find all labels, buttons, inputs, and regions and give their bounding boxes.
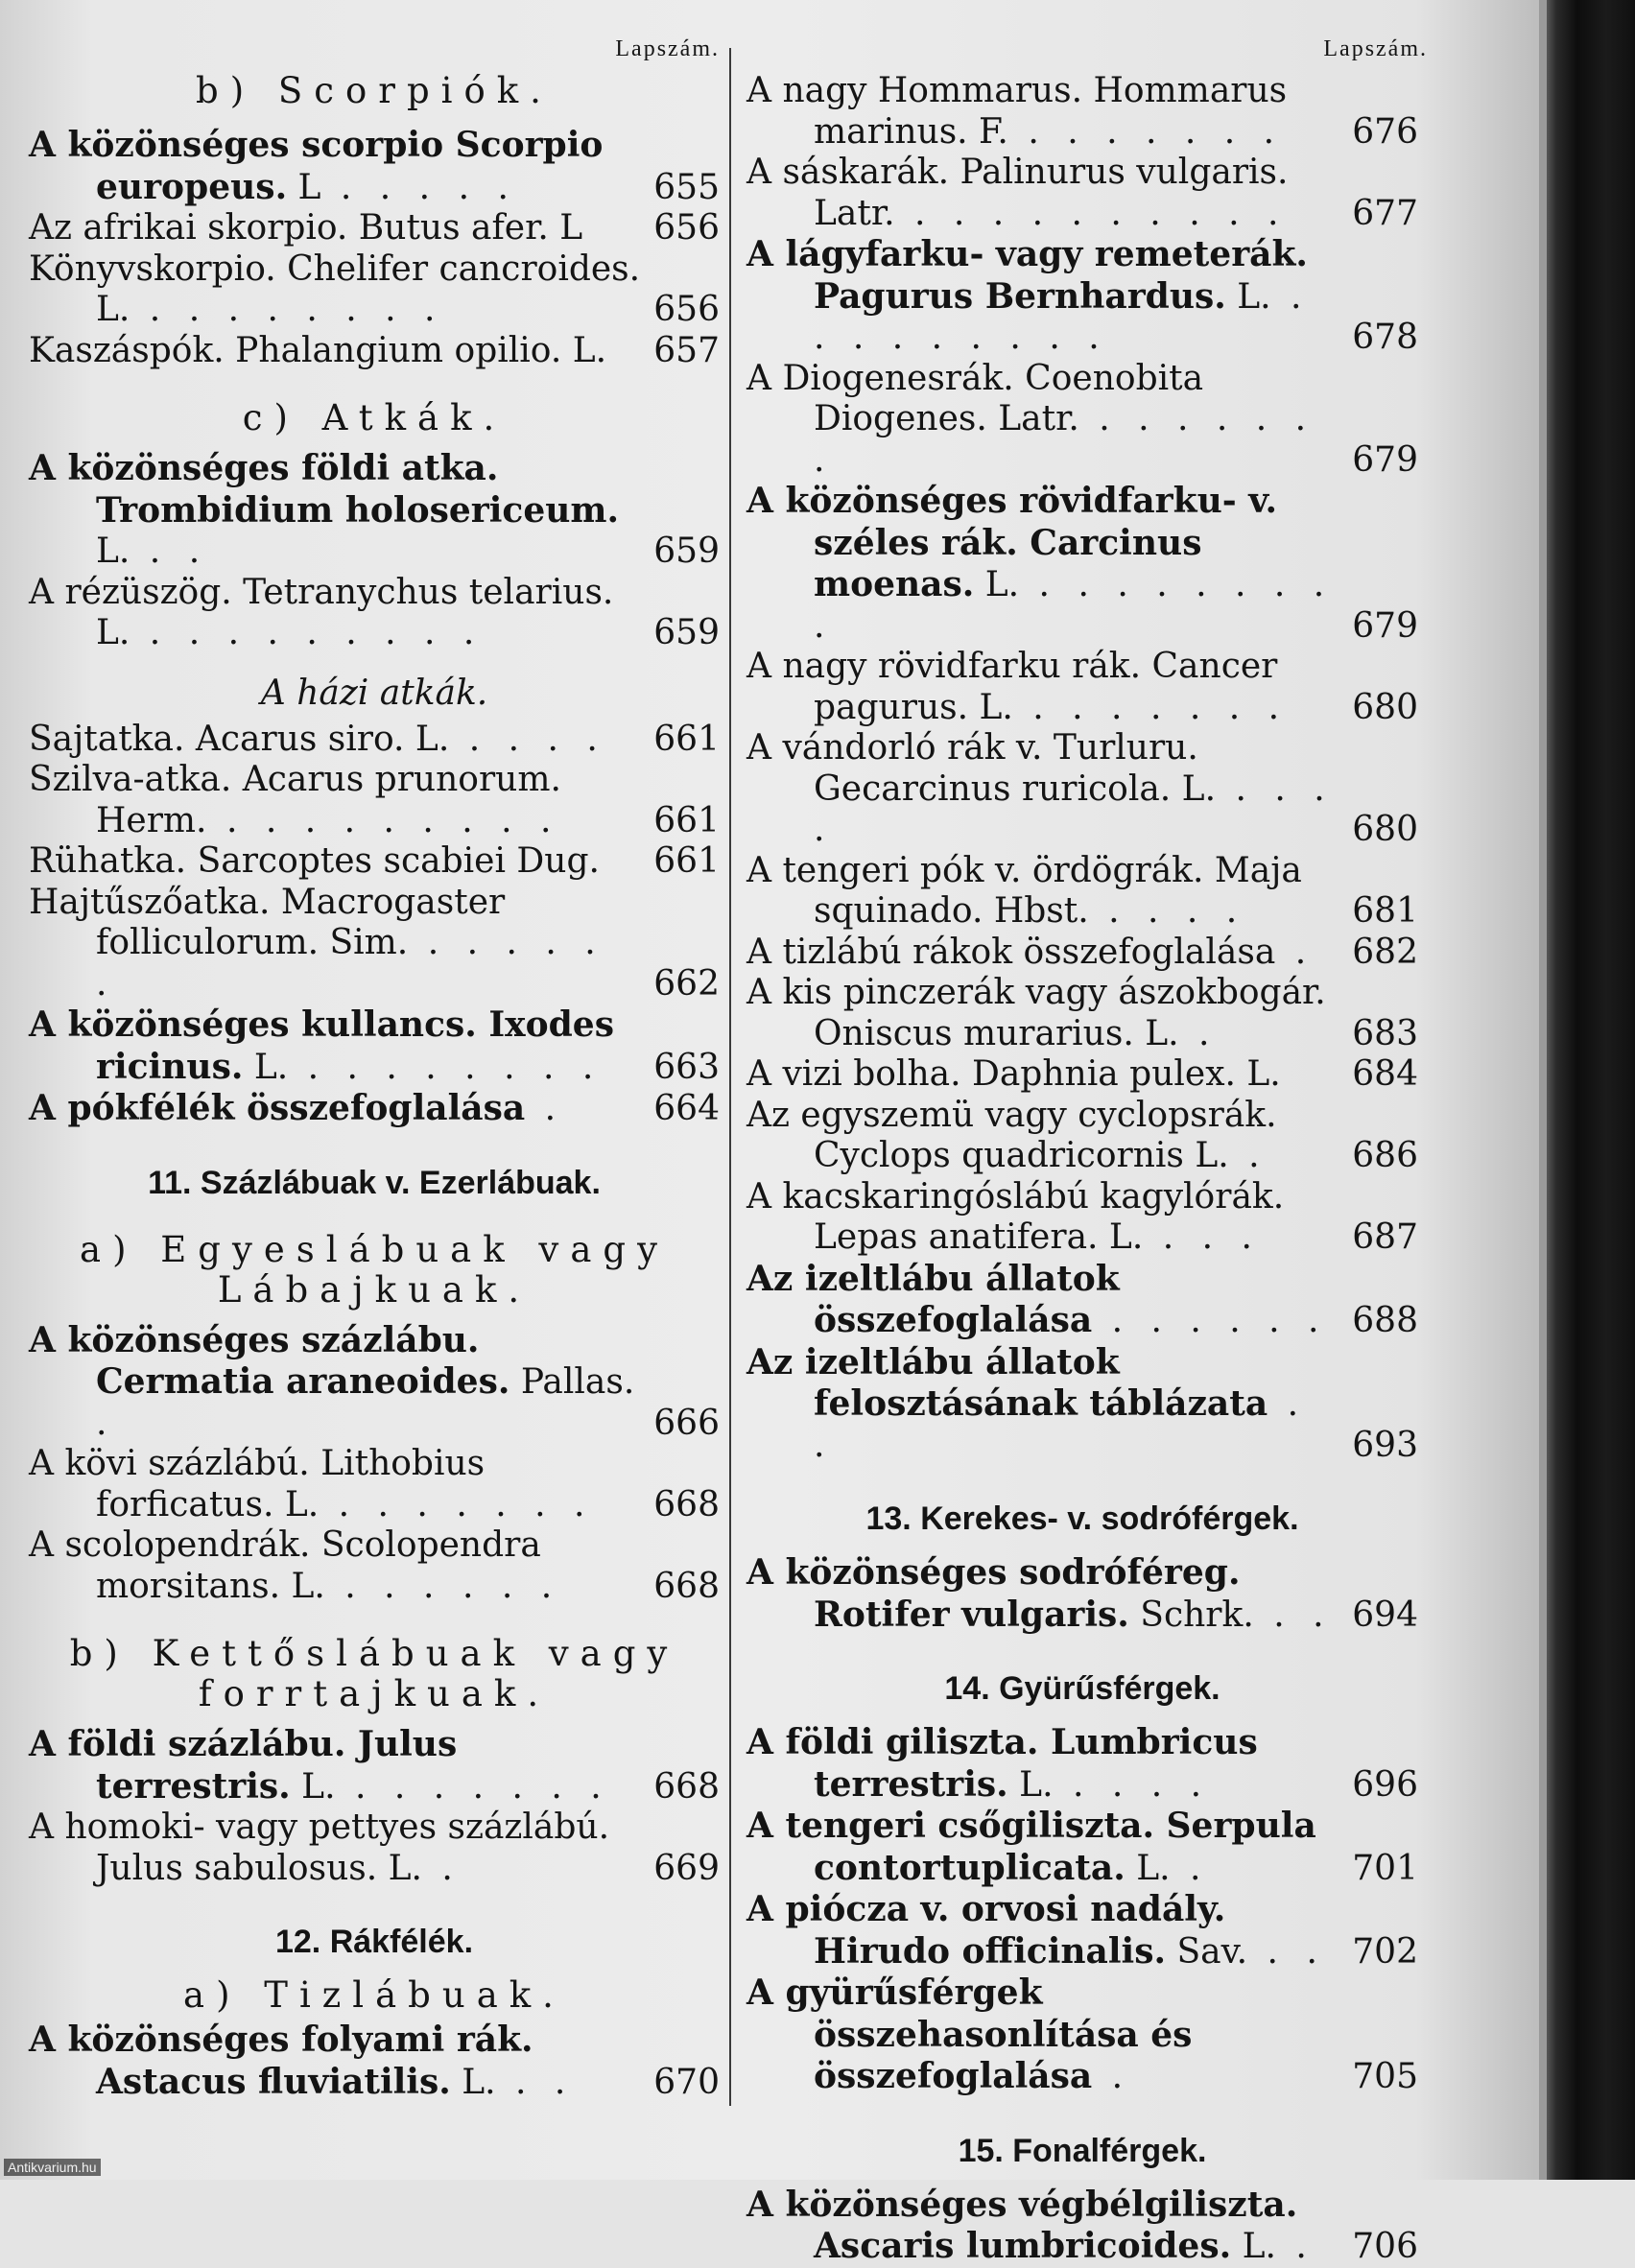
entry-title: A nagy Hommarus. Hommarus marinus. F. [746,71,1288,152]
entry-title: Az afrikai skorpio. Butus afer. L [29,208,583,248]
section-atkak: c) Atkák. [242,397,507,438]
chapter-gyurusfergek: 14. Gyürűsférgek. [944,1670,1220,1707]
entry-page-number: 661 [653,841,720,881]
entry-leader-dots: . . . . . . [96,923,604,1004]
entry-leader-dots: . [1170,1848,1210,1888]
entry-page-number: 694 [1352,1595,1418,1635]
watermark: Antikvarium.hu [4,2159,101,2176]
section-kettoslabuak: b) Kettőslábuak vagy forrtajkuak. [69,1633,679,1714]
entry-page-number: 666 [653,1403,720,1443]
entry-title-bold: A közönséges végbélgiliszta. Ascaris lumbricoides. [746,2184,1298,2266]
toc-entry [746,728,1418,851]
entry-title-bold: A lágyfarku- vagy remeterák. Pagurus Bernhardus. [746,234,1308,317]
entry-title: A rézüszög. Tetranychus telarius. L. [29,572,614,652]
toc-entry [29,331,720,372]
entry-title: L. [96,532,130,571]
entry-page-number: 663 [653,1047,720,1087]
entry-title: L. [243,1047,289,1087]
entry-title: Pallas. [509,1362,635,1402]
entry-leader-dots: . [96,1403,116,1443]
entry-leader-dots: . . . . . . . . [130,290,444,329]
toc-entry [29,1807,720,1889]
page-number-header: Lapszám. [1323,36,1428,61]
entry-page-number: 668 [653,1766,720,1807]
toc-entry [746,1054,1418,1096]
entry-leader-dots: . . . . . . . . . [130,613,484,652]
entry-page-number: 662 [653,963,720,1004]
entry-title-bold: A közönséges földi atka. Trombidium holosericeum. [29,448,620,531]
entry-page-number: 661 [653,719,720,759]
entry-page-number: 680 [1352,687,1418,727]
entry-leader-dots: . . . . . . . . [288,1047,603,1087]
entry-page-number: 664 [653,1089,720,1128]
entry-page-number: 656 [653,290,720,329]
entry-title-bold: A pókfélék összefoglalása [29,1088,526,1128]
entry-leader-dots: . [1178,1013,1219,1053]
entry-page-number: 655 [653,167,720,207]
entry-page-number: 659 [653,613,720,652]
entry-title-bold: A közönséges sodróféreg. Rotifer vulgaris. [746,1552,1241,1635]
entry-leader-dots: . . . . [449,719,606,759]
entry-page-number: 705 [1352,2057,1418,2096]
entry-title: A vándorló rák v. Turluru. Gecarcinus ruricola. L. [746,728,1217,809]
toc-entry [746,1973,1418,2098]
entry-leader-dots: . . . . . . . [1007,111,1284,152]
entry-title: Hajtűszőatka. Macrogaster folliculorum. Sim. [29,882,506,962]
entry-page-number: 683 [1352,1013,1418,1053]
chapter-kerekes-fergek: 13. Kerekes- v. sodróférgek. [865,1500,1299,1537]
entry-page-number: 681 [1352,891,1418,931]
entry-page-number: 682 [1352,932,1418,972]
chapter-szazlabuak: 11. Százlábuak v. Ezerlábuak. [148,1164,601,1201]
entry-page-number: 688 [1352,1301,1418,1340]
toc-entry [746,647,1418,728]
toc-entry [29,573,720,654]
entry-leader-dots: . . . . . . . [335,1766,610,1807]
entry-leader-dots: . . . . . . [324,1566,561,1606]
column-divider [729,48,731,2106]
entry-title: L. [1125,1848,1171,1888]
entry-title-bold: Az izeltlábu állatok összefoglalása [746,1258,1120,1340]
entry-leader-dots: . [1228,1136,1268,1175]
toc-entry [746,851,1418,933]
entry-title-bold: A közönséges százlábu. Cermatia araneoides. [29,1319,510,1402]
entry-leader-dots: . . . . . [320,167,517,207]
toc-entry [746,1177,1418,1259]
toc-entry [746,1889,1418,1973]
entry-leader-dots: . . . . . . . [1012,687,1289,727]
section-tizlabuak: a) Tizlábuak. [183,1974,565,2016]
toc-entry [746,973,1418,1054]
entry-leader-dots: . . [130,532,209,571]
entry-leader-dots: . . . . . . . [319,1484,594,1524]
entry-page-number: 661 [653,800,720,840]
entry-leader-dots: . . . . . . . . . [206,800,560,840]
toc-entry [746,2185,1418,2268]
entry-leader-dots: . . [1253,1595,1333,1635]
entry-page-number: 684 [1352,1054,1418,1094]
entry-title: L. [290,1766,336,1807]
toc-entry [746,359,1418,482]
entry-title: Kaszáspók. Phalangium opilio. L. [29,330,607,370]
entry-page-number: 687 [1352,1217,1418,1257]
entry-leader-dots: . [1092,2057,1132,2096]
entry-page-number: 679 [1352,439,1418,480]
entry-leader-dots: . . . . . . [1092,1301,1328,1340]
entry-title: A sáskarák. Palinurus vulgaris. Latr. [746,153,1289,233]
entry-title-bold: A tengeri csőgiliszta. Serpula contortuplicata. [746,1806,1316,1888]
entry-title: A kacskaringóslábú kagylórák. Lepas anatifera. L. [746,1176,1285,1257]
entry-title: A kövi százlábú. Lithobius forficatus. L. [29,1444,486,1524]
entry-title: A scolopendrák. Scolopendra morsitans. L. [29,1525,541,1606]
entry-title-bold: A földi giliszta. Lumbricus terrestris. [746,1722,1258,1805]
toc-entry [746,1259,1418,1342]
toc-entry [29,760,720,841]
toc-entry [746,1806,1418,1889]
entry-title: L. [1007,1764,1054,1805]
left-column [29,36,720,2103]
entry-page-number: 668 [653,1484,720,1524]
toc-entry [29,1444,720,1525]
entry-leader-dots: . [525,1089,565,1128]
toc-entry [29,883,720,1005]
entry-title-bold: A közönséges scorpio Scorpio europeus. [29,125,604,207]
entry-page-number: 669 [653,1848,720,1888]
entry-title: L. [450,2062,496,2102]
entry-title-bold: A gyürűsférgek összehasonlítása és összefoglalása [746,1973,1193,2096]
entry-title: A Diogenesrák. Coenobita Diogenes. Latr. [746,358,1204,438]
entry-page-number: 657 [653,330,720,370]
toc-entry [29,1088,720,1130]
entry-title: L. [1225,276,1271,317]
entry-leader-dots: . . . . . . . . . . [894,193,1288,233]
toc-entry [746,481,1418,647]
entry-leader-dots: . . . . . . . . . [814,565,1334,646]
entry-leader-dots: . . . [1143,1217,1261,1257]
entry-page-number: 706 [1352,2227,1418,2266]
entry-title: Szilva-atka. Acarus prunorum. Herm. [29,760,561,840]
toc-entry [29,841,720,883]
toc-entry [29,125,720,208]
entry-title-bold: A közönséges kullancs. Ixodes ricinus. [29,1004,614,1087]
toc-entry [29,720,720,761]
entry-title: Sav. [1166,1931,1248,1972]
entry-page-number: 701 [1352,1848,1418,1888]
entry-page-number: 702 [1352,1931,1418,1972]
entry-leader-dots: . [1275,2227,1315,2266]
chapter-fonalfergek: 15. Fonalférgek. [958,2132,1207,2169]
entry-leader-dots: . [1275,932,1315,972]
entry-page-number: 676 [1352,111,1418,152]
entry-title-bold: A közönséges rövidfarku- v. széles rák. Carcinus moenas. [746,481,1278,604]
section-egyeslabuak: a) Egyeslábuak vagy Lábajkuak. [80,1228,669,1311]
toc-entry [746,1552,1418,1636]
entry-title: Sajtatka. Acarus siro. L. [29,719,450,759]
entry-page-number: 668 [653,1566,720,1606]
entry-title-bold: A földi százlábu. Julus terrestris. [29,1724,458,1807]
toc-entry [746,71,1418,153]
toc-entry [29,1004,720,1088]
entry-title: A vizi bolha. Daphnia pulex. L. [746,1054,1281,1094]
chapter-rakfelek: 12. Rákfélék. [274,1924,474,1960]
entry-title: Schrk. [1128,1595,1254,1635]
entry-page-number: 693 [1352,1425,1418,1465]
toc-entry [29,448,720,573]
entry-leader-dots: . . . . . . . [814,399,1315,480]
entry-leader-dots: . . . . [814,768,1334,849]
entry-title: L. [974,565,1020,604]
entry-page-number: 670 [653,2062,720,2102]
toc-entry [746,153,1418,234]
entry-title-bold: A piócza v. orvosi nadály. Hirudo officinalis. [746,1889,1226,1972]
section-hazi-atkak: A házi atkák. [260,673,488,713]
entry-page-number: 678 [1352,318,1418,357]
entry-title: L. [1231,2227,1276,2266]
entry-title: A kis pinczerák vagy ászokbogár. Oniscus murarius. L. [746,973,1326,1053]
entry-page-number: 659 [653,532,720,571]
entry-title: A tengeri pók v. ördögrák. Maja squinado. Hbst. [746,850,1302,931]
entry-page-number: 696 [1352,1764,1418,1805]
toc-entry [746,933,1418,974]
book-spine [1539,0,1635,2180]
toc-entry [29,208,720,249]
entry-title: A homoki- vagy pettyes százlábú. Julus sabulosus. L. [29,1807,610,1888]
entry-title: Az egyszemü vagy cyclopsrák. Cyclops quadricornis L. [746,1095,1277,1175]
page-number-header: Lapszám. [615,36,720,61]
entry-leader-dots: . . [1247,1931,1326,1972]
entry-title: A tizlábú rákok összefoglalása [746,932,1276,972]
toc-entry [29,2020,720,2103]
entry-title-bold: A közönséges folyami rák. Astacus fluviatilis. [29,2020,533,2102]
toc-entry [746,1096,1418,1177]
entry-leader-dots: . [421,1848,462,1888]
entry-page-number: 677 [1352,193,1418,233]
toc-entry [29,249,720,331]
entry-title-bold: Az izeltlábu állatok felosztásának táblázata [746,1341,1268,1424]
entry-title: Rühatka. Sarcoptes scabiei Dug. [29,841,600,881]
entry-page-number: 680 [1352,810,1418,849]
entry-leader-dots: . . . . . . . . . [814,276,1311,357]
toc-entry [29,1724,720,1807]
toc-entry [746,234,1418,359]
entry-title: L [287,167,321,207]
right-column [746,36,1428,2268]
entry-page-number: 686 [1352,1136,1418,1175]
entry-page-number: 679 [1352,605,1418,646]
toc-entry [29,1320,720,1445]
toc-entry [746,1342,1418,1467]
entry-page-number: 656 [653,208,720,248]
entry-leader-dots: . . . . [1053,1764,1211,1805]
entry-leader-dots: . . [495,2062,575,2102]
entry-title: Könyvskorpio. Chelifer cancroides. L. [29,248,641,329]
toc-entry [746,1722,1418,1806]
entry-leader-dots: . . . . [1088,891,1246,931]
entry-title: A nagy rövidfarku rák. Cancer pagurus. L. [746,647,1278,727]
toc-entry [29,1525,720,1607]
spine-edge [1539,0,1547,2180]
section-scorpiok: b) Scorpiók. [196,70,553,111]
entry-leader-dots: . . [814,1384,1308,1465]
